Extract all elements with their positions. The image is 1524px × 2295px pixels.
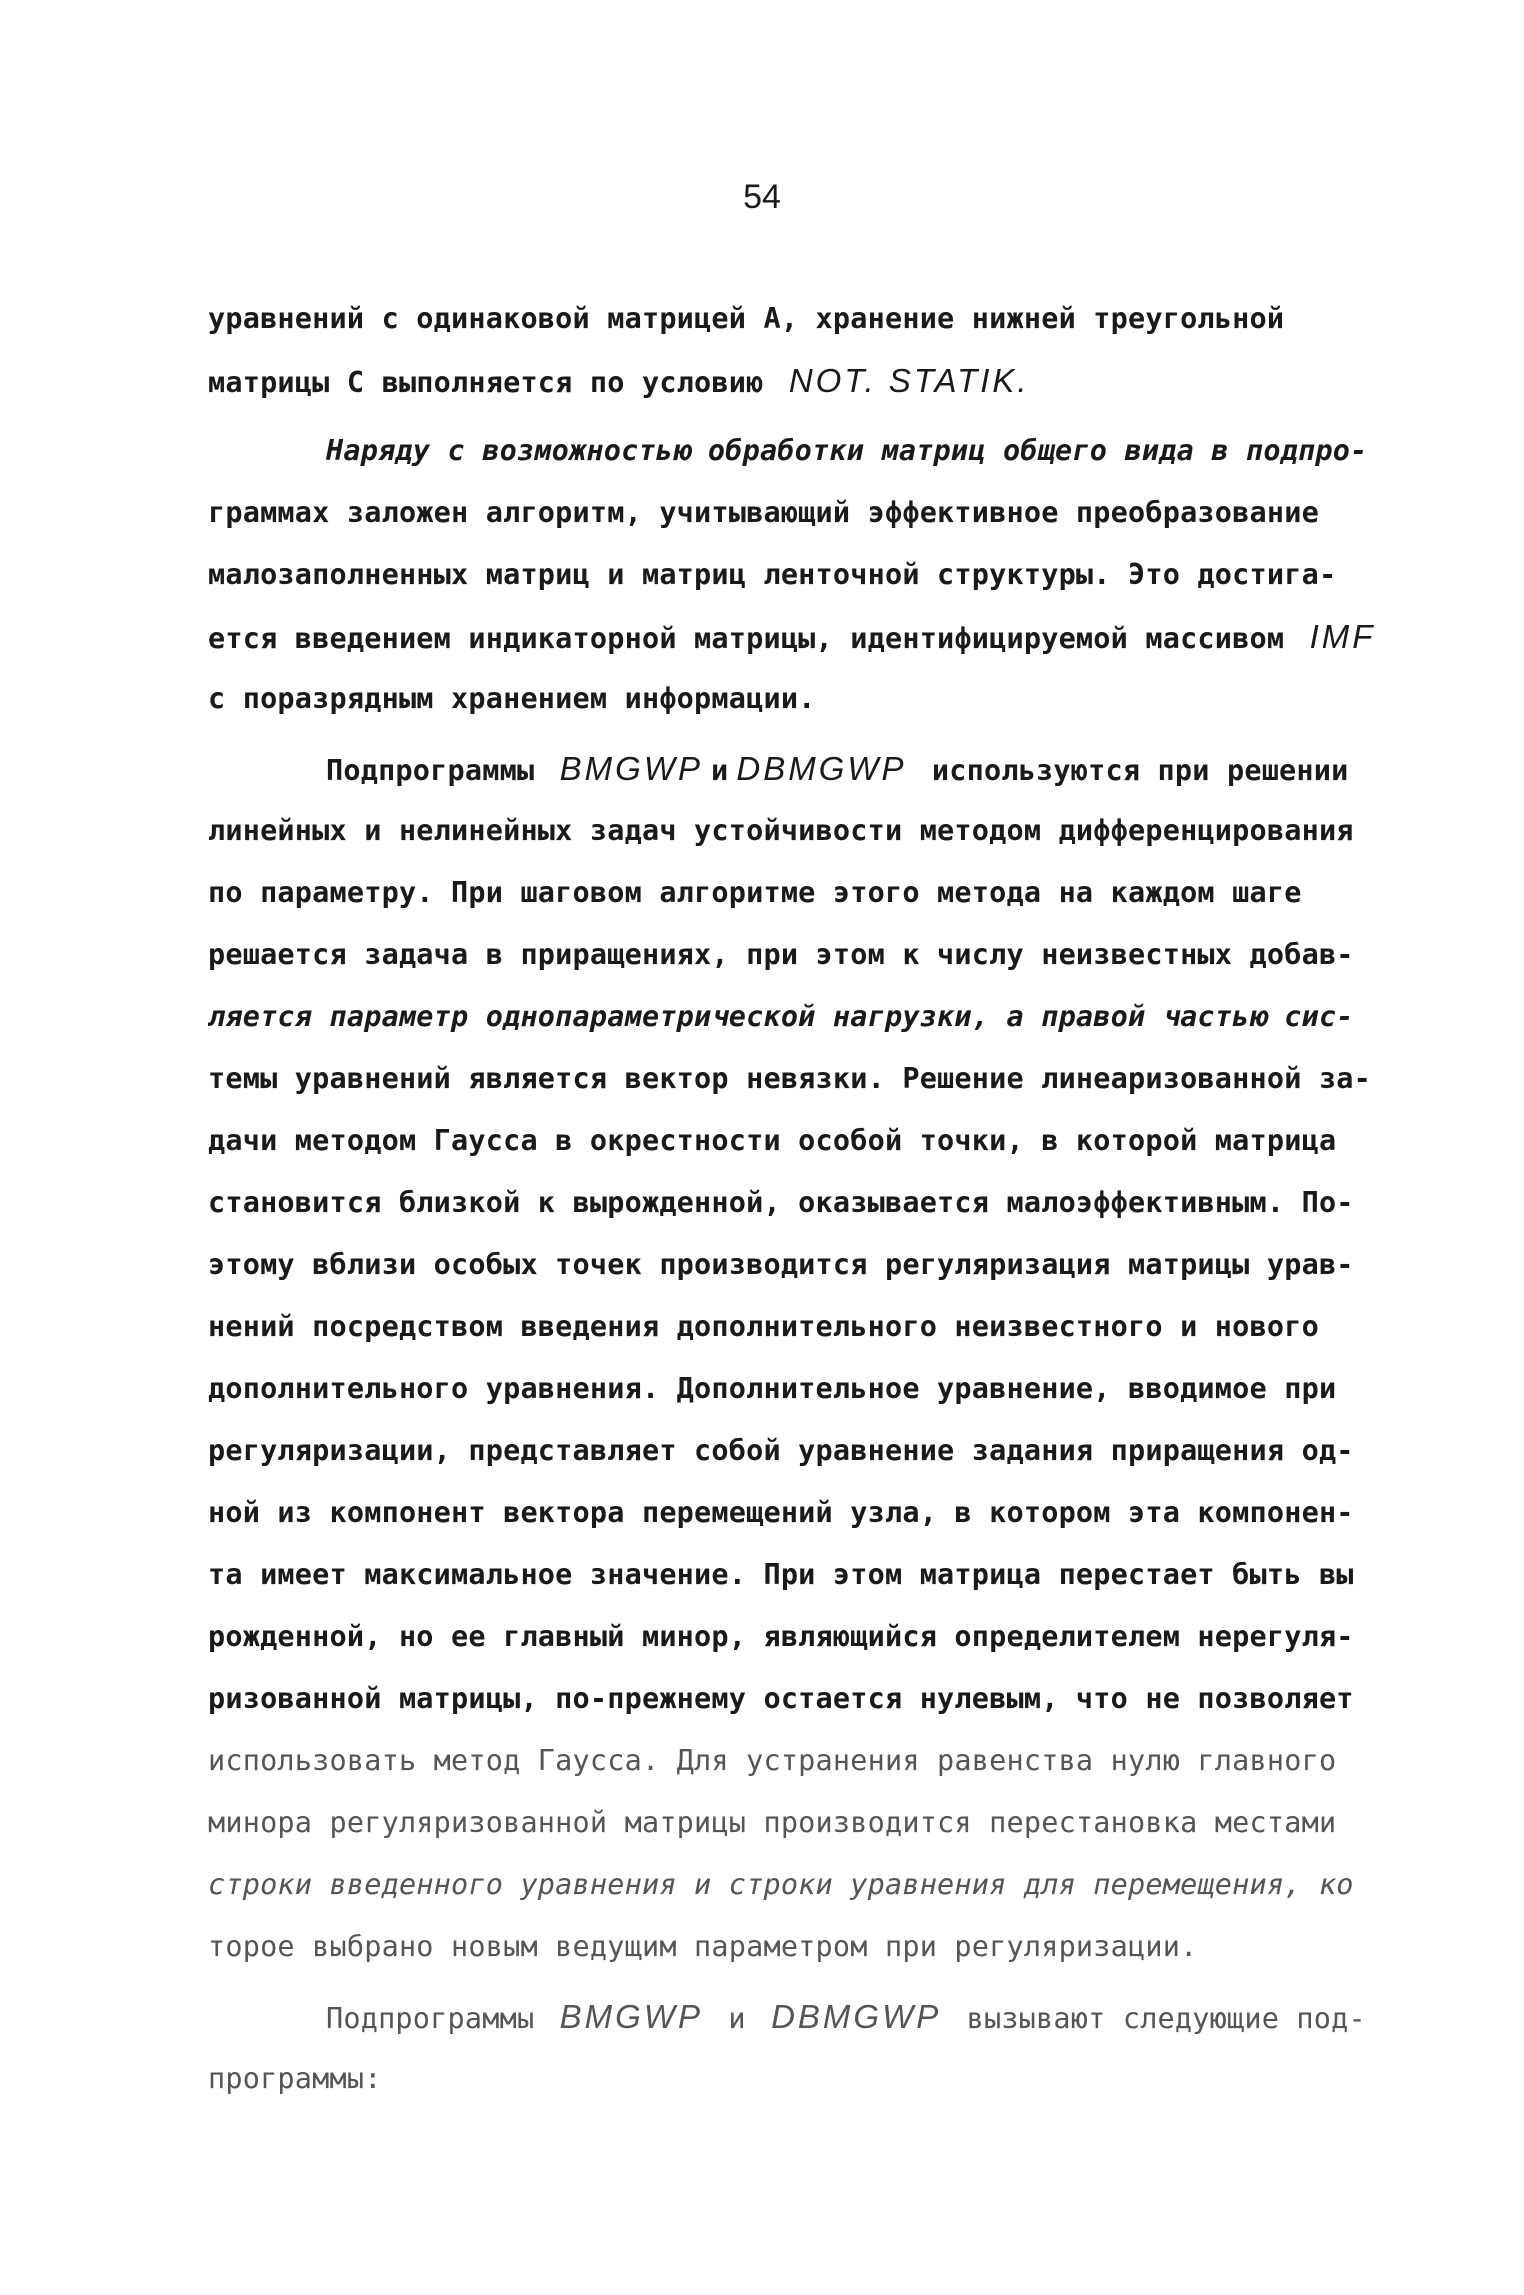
text-span: темы уравнений является вектор невязки. Решение линеаризованной за- <box>208 1062 1372 1095</box>
text-line <box>208 1730 1468 1792</box>
page-number: 54 <box>743 178 781 216</box>
text-span: Подпрограммы <box>326 2002 535 2035</box>
text-line <box>208 1916 1468 1978</box>
text-span: ется введением индикаторной матрицы, идентифицируемой массивом <box>208 622 1285 655</box>
text-line <box>208 924 1468 986</box>
text-line <box>208 288 1468 350</box>
text-span: минора регуляризованной матрицы производится перестановка местами <box>208 1806 1337 1839</box>
text-line <box>208 350 1468 412</box>
text-span: строки введенного уравнения и строки уравнения для перемещения, ко <box>208 1868 1354 1901</box>
text-span: использовать метод Гаусса. Для устранения равенства нулю главного <box>208 1744 1337 1777</box>
text-line <box>208 1854 1468 1916</box>
text-line <box>208 606 1468 668</box>
text-span: вызывают следующие под- <box>966 2002 1366 2035</box>
text-line <box>208 1420 1468 1482</box>
text-span: с поразрядным хранением информации. <box>208 682 816 715</box>
text-span: нений посредством введения дополнительного неизвестного и нового <box>208 1310 1319 1343</box>
text-line <box>208 482 1468 544</box>
text-line <box>208 738 1468 800</box>
text-span: используются при решении <box>931 754 1349 787</box>
text-line <box>208 1606 1468 1668</box>
text-span: программы: <box>208 2062 382 2095</box>
text-span: матрицы C выполняется по условию <box>208 366 764 399</box>
text-line <box>208 420 1468 482</box>
text-span: линейных и нелинейных задач устойчивости методом дифференцирования <box>208 814 1354 847</box>
text-span: ризованной матрицы, по-прежнему остается нулевым, что не позволяет <box>208 1682 1354 1715</box>
text-line <box>208 1544 1468 1606</box>
text-line <box>208 1048 1468 1110</box>
text-span: решается задача в приращениях, при этом к числу неизвестных добав- <box>208 938 1354 971</box>
text-span: та имеет максимальное значение. При этом матрица перестает быть вы <box>208 1558 1354 1591</box>
text-line <box>208 1792 1468 1854</box>
text-line <box>208 2048 1468 2110</box>
text-span: граммах заложен алгоритм, учитывающий эффективное преобразование <box>208 496 1319 529</box>
paragraph-gap <box>208 1978 1468 1986</box>
text-span: Подпрограммы <box>326 754 535 787</box>
text-line <box>208 1358 1468 1420</box>
text-line <box>208 1296 1468 1358</box>
text-span: становится близкой к вырожденной, оказывается малоэффективным. По- <box>208 1186 1354 1219</box>
text-line <box>208 1234 1468 1296</box>
identifier-bmgwp: BMGWP <box>559 1998 703 2035</box>
text-line <box>208 1110 1468 1172</box>
text-line <box>208 1668 1468 1730</box>
text-span: дополнительного уравнения. Дополнительное уравнение, вводимое при <box>208 1372 1337 1405</box>
text-span: и <box>728 2002 746 2035</box>
text-span: Наряду с возможностью обработки матриц общего вида в подпро- <box>326 434 1368 467</box>
text-line <box>208 862 1468 924</box>
text-line <box>208 1986 1468 2048</box>
text-span: этому вблизи особых точек производится регуляризация матрицы урав- <box>208 1248 1354 1281</box>
identifier-bmgwp: BMGWP <box>559 750 703 787</box>
text-span: по параметру. При шаговом алгоритме этого метода на каждом шаге <box>208 876 1302 909</box>
identifier-dbmgwp: DBMGWP <box>736 750 907 787</box>
text-line <box>208 668 1468 730</box>
paragraph-gap <box>208 730 1468 738</box>
text-span: дачи методом Гаусса в окрестности особой точки, в которой матрица <box>208 1124 1337 1157</box>
text-line <box>208 544 1468 606</box>
text-span: ной из компонент вектора перемещений узла, в котором эта компонен- <box>208 1496 1354 1529</box>
text-span: рожденной, но ее главный минор, являющийся определителем нерегуля- <box>208 1620 1354 1653</box>
text-span: уравнений с одинаковой матрицей A, хранение нижней треугольной <box>208 302 1285 335</box>
text-span: регуляризации, представляет собой уравнение задания приращения од- <box>208 1434 1354 1467</box>
text-span: торое выбрано новым ведущим параметром при регуляризации. <box>208 1930 1198 1963</box>
text-line <box>208 1172 1468 1234</box>
paragraph-gap <box>208 412 1468 420</box>
identifier-dbmgwp: DBMGWP <box>771 1998 942 2035</box>
identifier-imf: IMF <box>1309 618 1376 655</box>
text-span: и <box>711 754 729 787</box>
body-text <box>208 288 1468 2110</box>
text-line <box>208 1482 1468 1544</box>
text-line <box>208 986 1468 1048</box>
identifier-statik: NOT. STATIK. <box>788 362 1030 399</box>
text-line <box>208 800 1468 862</box>
text-span: малозаполненных матриц и матриц ленточной структуры. Это достига- <box>208 558 1337 591</box>
text-span: ляется параметр однопараметрической нагрузки, а правой частью сис- <box>208 1000 1354 1033</box>
